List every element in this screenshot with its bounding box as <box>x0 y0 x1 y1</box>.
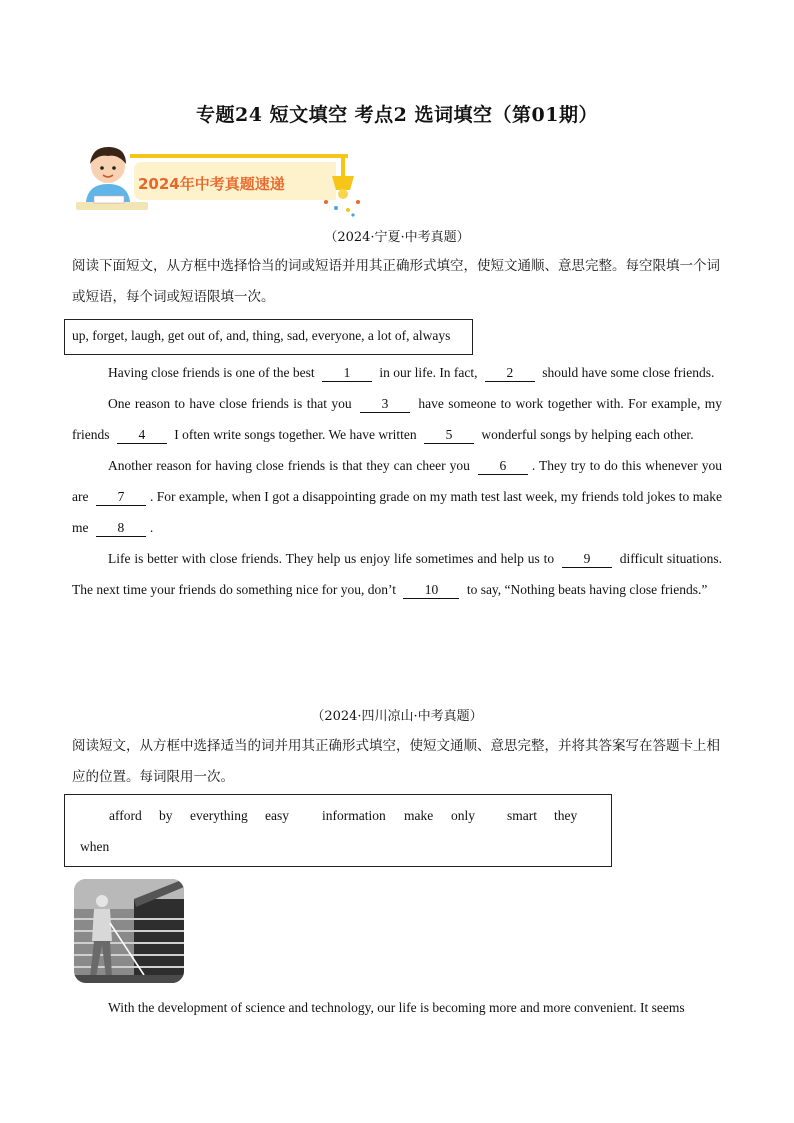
blank-2[interactable]: 2 <box>485 365 535 382</box>
word-option: only <box>451 808 476 823</box>
word-option: smart <box>507 808 537 823</box>
word-option: everything <box>190 808 248 823</box>
blank-4[interactable]: 4 <box>117 427 167 444</box>
paragraph-text: should have some close friends. <box>538 365 715 380</box>
paragraph-text: . They try to do this whenever you are <box>72 458 722 504</box>
word-option: information <box>322 808 386 823</box>
blank-7[interactable]: 7 <box>96 489 146 506</box>
paragraph <box>72 357 722 388</box>
paragraph-text: Life is better with close friends. They help us enjoy life sometimes and help us to <box>108 551 558 566</box>
banner-text: 2024年中考真题速递 <box>138 175 285 193</box>
paragraph-text: Another reason for having close friends is that they can cheer you <box>108 458 474 473</box>
paragraph <box>72 388 722 450</box>
blank-6[interactable]: 6 <box>478 458 528 475</box>
blank-9[interactable]: 9 <box>562 551 612 568</box>
paragraph-text: have someone to work together with. For example, my friends <box>72 396 722 442</box>
instruction-1: 阅读下面短文，从方框中选择恰当的词或短语并用其正确形式填空，使短文通顺、意思完整。每空限填一个词或短语，每个词或短语限填一次。 <box>72 258 720 305</box>
paragraph-text: wonderful songs by helping each other. <box>477 427 694 442</box>
paragraph <box>72 543 722 605</box>
source-label-1: （2024·宁夏·中考真题） <box>324 230 470 245</box>
word-option: afford <box>109 808 142 823</box>
passage-2-first-line <box>72 992 722 1023</box>
paragraph-text: . For example, when I got a disappointing grade on my math test last week, my friends told jokes to make me <box>72 489 722 535</box>
word-box-1: up, forget, laugh, get out of, and, thing, sad, everyone, a lot of, always <box>64 319 473 355</box>
blank-1[interactable]: 1 <box>322 365 372 382</box>
blank-8[interactable]: 8 <box>96 520 146 537</box>
blank-3[interactable]: 3 <box>360 396 410 413</box>
paragraph-text: One reason to have close friends is that you <box>108 396 356 411</box>
word-option: when <box>80 839 110 854</box>
paragraph-text: in our life. In fact, <box>375 365 481 380</box>
blank-10[interactable]: 10 <box>403 582 459 599</box>
page-title: 专题24 短文填空 考点2 选词填空（第01期） <box>196 104 598 126</box>
word-option: easy <box>265 808 289 823</box>
passage-1-text <box>72 357 722 605</box>
paragraph-text: difficult situations. The next time your friends do something nice for you, don’t <box>72 551 722 597</box>
word-box-2 <box>64 794 612 867</box>
paragraph <box>72 450 722 543</box>
illustration-photo <box>74 879 184 983</box>
word-option: make <box>404 808 434 823</box>
paragraph-text: to say, “Nothing beats having close friends.” <box>463 582 708 597</box>
passage-2-text: With the development of science and technology, our life is becoming more and more convenient. It seems <box>108 1000 685 1015</box>
paragraph-text: I often write songs together. We have written <box>170 427 420 442</box>
instruction-2: 阅读短文，从方框中选择适当的词并用其正确形式填空，使短文通顺、意思完整，并将其答案写在答题卡上相应的位置。每词限用一次。 <box>72 738 720 785</box>
source-label-2: （2024·四川凉山·中考真题） <box>311 709 483 724</box>
paragraph-text: Having close friends is one of the best <box>108 365 318 380</box>
paragraph-text: . <box>149 520 154 535</box>
word-option: they <box>554 808 578 823</box>
blank-5[interactable]: 5 <box>424 427 474 444</box>
word-option: by <box>159 808 173 823</box>
